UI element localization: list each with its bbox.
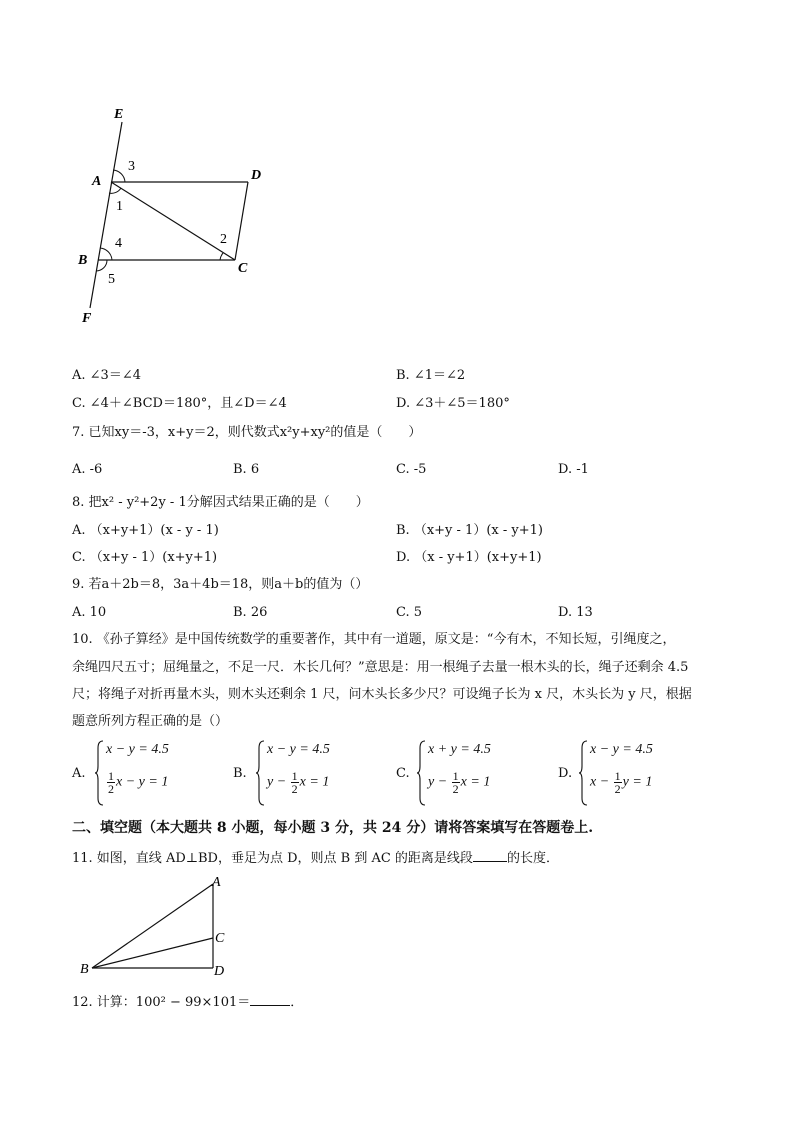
q8-option-d[interactable]: D. （x - y+1）(x+y+1) [396, 550, 542, 565]
geometry-figure-1 [70, 100, 280, 330]
q12-stem-text: 12. 计算：100² − 99×101＝ [72, 995, 251, 1010]
angle-label-3: 3 [128, 159, 135, 174]
point-label-b: B [80, 962, 89, 977]
fraction-half: $\frac{1}{2}$ [291, 769, 298, 796]
answer-blank[interactable] [250, 993, 290, 1006]
q8-option-c[interactable]: C. （x+y - 1）(x+y+1) [72, 550, 218, 565]
brace-icon [255, 740, 265, 806]
q10-option-a[interactable] [72, 740, 232, 810]
angle-arc-4 [100, 248, 112, 260]
q11-stem-end: 的长度． [506, 851, 559, 866]
q12-stem-end: ． [290, 995, 304, 1010]
angle-label-5: 5 [108, 272, 115, 287]
q6-option-a[interactable]: A. ∠3＝∠4 [72, 368, 141, 383]
fraction-half: $\frac{1}{2}$ [452, 769, 459, 796]
point-label-d: D [251, 168, 262, 183]
segment-bc [92, 938, 213, 968]
q10-b-eq2-post: x = 1 [299, 774, 330, 790]
angle-arc-3 [113, 170, 125, 182]
q6-option-c[interactable]: C. ∠4＋∠BCD＝180°，且∠D＝∠4 [72, 396, 287, 411]
q10-option-b[interactable] [233, 740, 393, 810]
q10-c-eq1: x + y = 4.5 [428, 742, 491, 757]
q10-d-eq1: x − y = 4.5 [590, 742, 653, 757]
q10-option-a-label: A. [72, 766, 86, 781]
geometry-figure-2 [78, 872, 248, 982]
q10-line-1: 10. 《孙子算经》是中国传统数学的重要著作，其中有一道题，原文是：“今有木，不知长短，引绳度之， [72, 632, 676, 647]
point-label-b: B [78, 253, 88, 268]
q10-option-d-label: D. [558, 766, 573, 781]
q9-option-d[interactable]: D. 13 [558, 605, 593, 620]
angle-label-1: 1 [116, 199, 123, 214]
angle-label-4: 4 [115, 236, 122, 251]
angle-arc-2 [220, 253, 223, 260]
q10-c-eq2-post: x = 1 [460, 774, 491, 790]
q7-option-a[interactable]: A. -6 [72, 462, 103, 477]
point-label-c: C [215, 931, 225, 946]
q10-a-eq2: x − y = 1 [116, 774, 169, 790]
q11-stem-text: 11. 如图，直线 AD⊥BD，垂足为点 D，则点 B 到 AC 的距离是线段 [72, 851, 473, 866]
section-heading-fill-in: 二、填空题（本大题共 8 小题，每小题 3 分，共 24 分）请将答案填写在答题卷上. [72, 820, 594, 836]
q10-c-eq2-pre: y − [428, 774, 451, 790]
segment-ac [111, 182, 235, 260]
answer-blank[interactable] [473, 849, 507, 862]
q9-stem: 9. 若a＋2b＝8，3a＋4b＝18，则a＋b的值为（） [72, 577, 369, 592]
brace-icon [94, 740, 104, 806]
brace-icon [416, 740, 426, 806]
q8-option-a[interactable]: A. （x+y+1）(x - y - 1) [72, 523, 219, 538]
q7-option-c[interactable]: C. -5 [396, 462, 427, 477]
brace-icon [578, 740, 588, 806]
q10-option-b-label: B. [233, 766, 247, 781]
q10-line-2: 余绳四尺五寸；屈绳量之，不足一尺．木长几何？”意思是：用一根绳子去量一根木头的长，绳子还剩余 4.5 [72, 660, 689, 675]
q6-option-b[interactable]: B. ∠1＝∠2 [396, 368, 466, 383]
q7-stem: 7. 已知xy＝-3，x+y＝2，则代数式x²y+xy²的值是（ ） [72, 425, 422, 440]
point-label-e: E [114, 107, 124, 122]
q10-option-d[interactable] [558, 740, 718, 810]
q9-option-a[interactable]: A. 10 [72, 605, 107, 620]
q10-b-eq1: x − y = 4.5 [267, 742, 330, 757]
q8-stem: 8. 把x² - y²+2y - 1分解因式结果正确的是（ ） [72, 495, 369, 510]
q10-option-c-label: C. [396, 766, 410, 781]
fraction-half: $\frac{1}{2}$ [108, 769, 114, 796]
segment-ba [92, 884, 213, 968]
q8-option-b[interactable]: B. （x+y - 1）(x - y+1) [396, 523, 543, 538]
point-label-c: C [238, 261, 248, 276]
point-label-d: D [214, 964, 225, 979]
point-label-a: A [92, 174, 102, 189]
angle-label-2: 2 [220, 232, 227, 247]
q6-option-d[interactable]: D. ∠3＋∠5＝180° [396, 396, 510, 411]
fraction-half: $\frac{1}{2}$ [614, 769, 621, 796]
q7-option-d[interactable]: D. -1 [558, 462, 589, 477]
q10-line-4: 题意所列方程正确的是（） [72, 714, 229, 729]
q10-b-eq2-pre: y − [267, 774, 290, 790]
q9-option-c[interactable]: C. 5 [396, 605, 423, 620]
segment-dc [235, 182, 248, 260]
q7-option-b[interactable]: B. 6 [233, 462, 260, 477]
q10-option-c[interactable] [396, 740, 556, 810]
point-label-a: A [212, 875, 221, 890]
q10-a-eq1: x − y = 4.5 [106, 742, 169, 757]
point-label-f: F [82, 311, 92, 326]
line-ef [90, 122, 122, 308]
q10-d-eq2-post: y = 1 [622, 774, 653, 790]
q12-stem [72, 993, 303, 1012]
q10-d-eq2-pre: x − [590, 774, 613, 790]
q9-option-b[interactable]: B. 26 [233, 605, 268, 620]
q11-stem [72, 849, 559, 868]
q10-line-3: 尺；将绳子对折再量木头，则木头还剩余 1 尺，问木头长多少尺？可设绳子长为 x 尺，木头长为 y 尺，根据 [72, 687, 692, 702]
